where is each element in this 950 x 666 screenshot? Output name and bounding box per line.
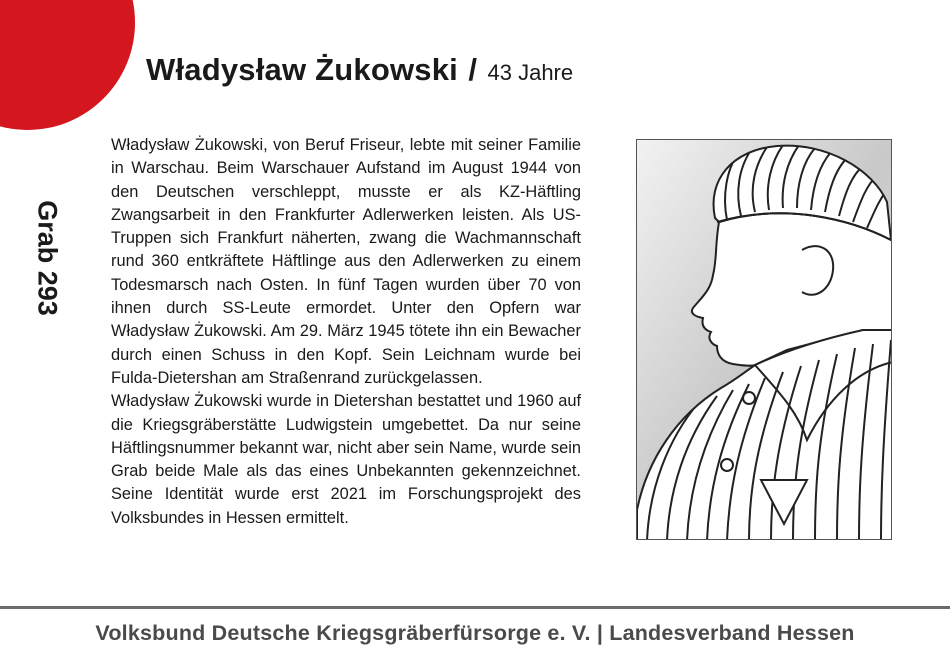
footer-divider (0, 606, 950, 609)
biography-text (111, 134, 581, 530)
title-separator: / (468, 52, 478, 87)
prisoner-silhouette-icon (637, 140, 892, 540)
grave-number-label (32, 183, 62, 333)
prisoner-portrait-illustration (636, 139, 892, 540)
red-circle-decoration (0, 0, 135, 130)
person-age: 43 Jahre (487, 60, 574, 85)
grave-number-text: Grab 293 (32, 200, 63, 316)
footer-organization: Volksbund Deutsche Kriegsgräberfürsorge e. V. | Landesverband Hessen (95, 621, 855, 645)
biography-paragraph-2: Władysław Żukowski wurde in Dietershan bestattet und 1960 auf die Kriegsgräberstätte Ludwigstein umgebettet. Da nur seine Häftlingsnummer bekannt war, nicht aber sein Name, wurde sein Grab beide Male als das eines Unbekannten gekennzeichnet. Seine Identität wurde erst 2021 im Forschungsprojekt des Volksbundes in Hessen ermittelt. (111, 392, 581, 527)
biography-paragraph-1: Władysław Żukowski, von Beruf Friseur, lebte mit seiner Familie in Warschau. Beim Warschauer Aufstand im August 1944 von den Deutschen verschleppt, musste er als KZ-Häftling Zwangsarbeit in den Frankfurter Adlerwerken leisten. Als US-Truppen sich Frankfurt näherten, zwang die Wachmannschaft rund 360 entkräftete Häftlinge aus den Adlerwerken zu einem Todesmarsch nach Osten. In fünf Tagen wurden über 70 von ihnen durch SS-Leute ermordet. Unter den Opfern war Władysław Żukowski. Am 29. März 1945 tötete ihn ein Bewacher durch einen Schuss in den Kopf. Sein Leichnam wurde bei Fulda-Dietershan am Straßenrand zurückgelassen. (111, 136, 581, 387)
page-title (146, 52, 573, 88)
person-name: Władysław Żukowski (146, 52, 458, 87)
